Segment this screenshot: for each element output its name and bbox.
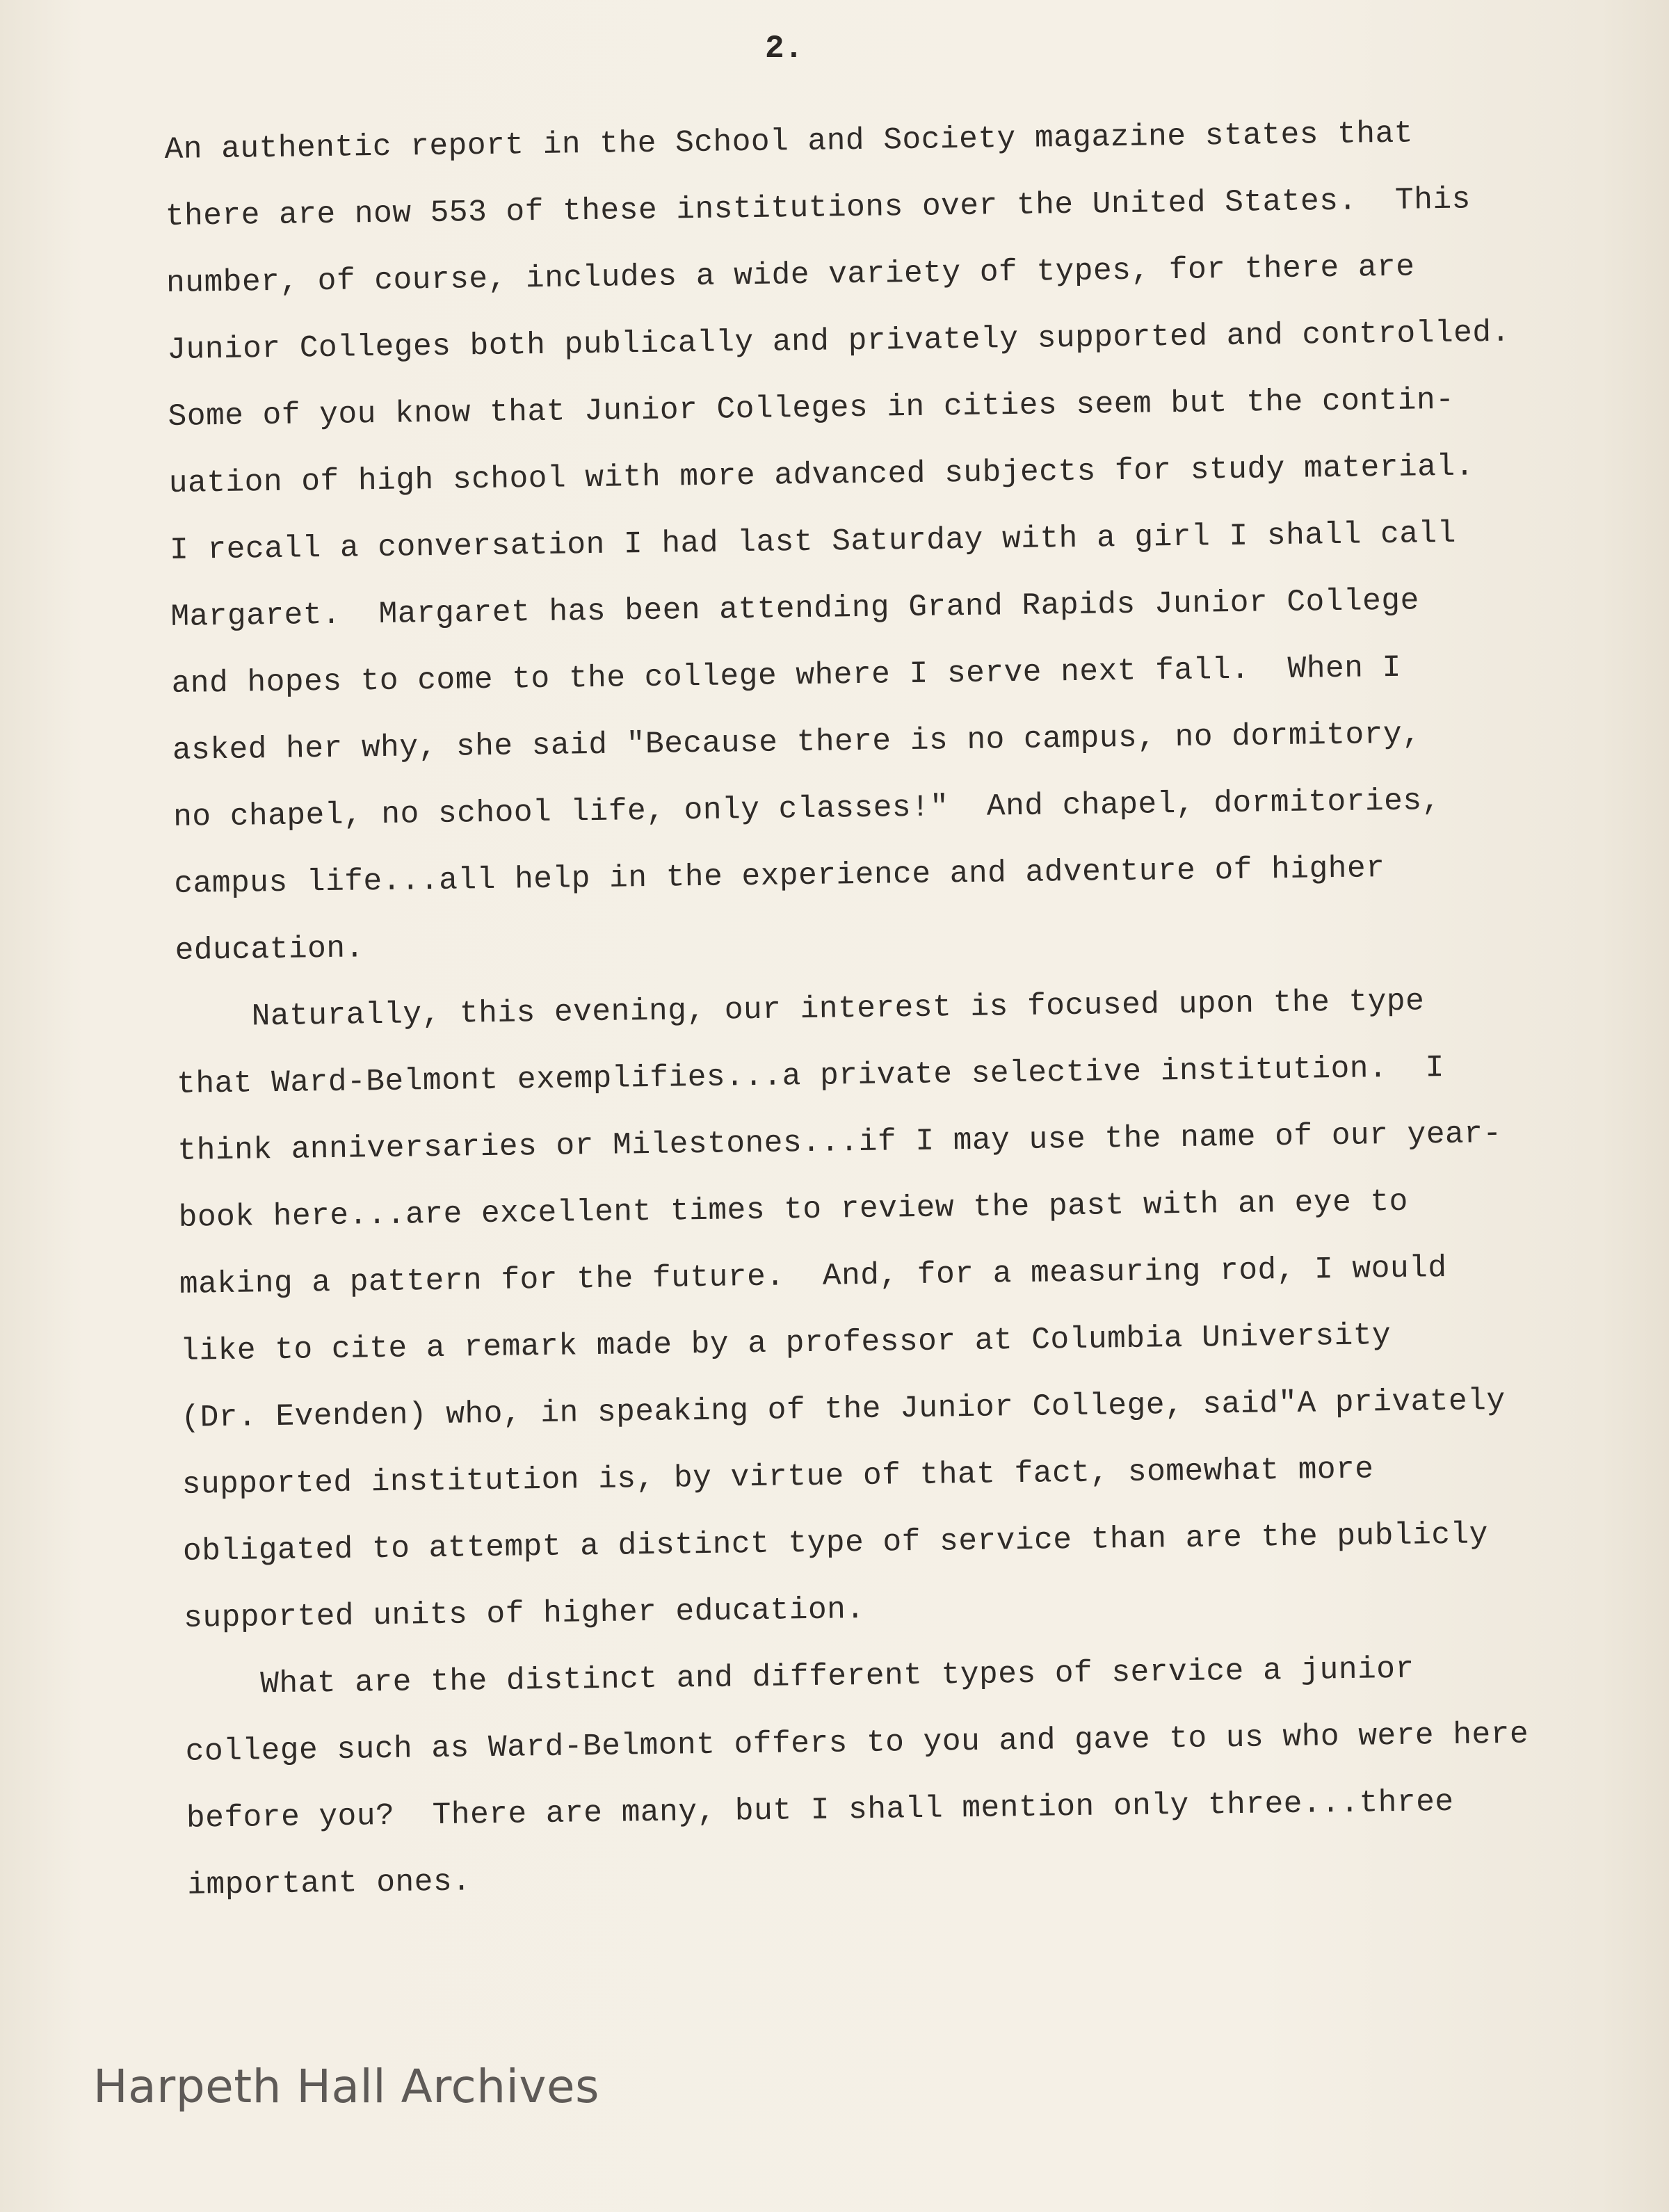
- text-line: making a pattern for the future. And, for a measuring rod, I would: [179, 1250, 1447, 1302]
- text-line: book here...are excellent times to review the past with an eye to: [178, 1184, 1409, 1236]
- text-line: education.: [175, 931, 365, 969]
- text-line: What are the distinct and different types of service a junior: [184, 1652, 1415, 1703]
- text-line: supported units of higher education.: [183, 1592, 865, 1636]
- text-line: before you? There are many, but I shall mention only three...three: [186, 1784, 1454, 1836]
- text-line: An authentic report in the School and Society magazine states that: [164, 116, 1414, 168]
- text-line: asked her why, she said "Because there is no campus, no dormitory,: [172, 717, 1421, 768]
- text-line: Naturally, this evening, our interest is focused upon the type: [175, 984, 1425, 1035]
- text-line: there are now 553 of these institutions over the United States. This: [165, 182, 1472, 234]
- text-line: and hopes to come to the college where I serve next fall. When I: [171, 650, 1402, 702]
- text-line: Some of you know that Junior Colleges in cities seem but the contin-: [168, 382, 1455, 435]
- text-line: supported institution is, by virtue of that fact, somewhat more: [182, 1452, 1374, 1503]
- text-line: obligated to attempt a distinct type of service than are the publicly: [182, 1517, 1489, 1569]
- text-line: campus life...all help in the experience and adventure of higher: [174, 851, 1385, 902]
- text-line: college such as Ward-Belmont offers to you and gave to us who were here: [185, 1717, 1529, 1770]
- text-line: uation of high school with more advanced subjects for study material.: [168, 449, 1475, 501]
- text-line: number, of course, includes a wide variety of types, for there are: [166, 250, 1415, 301]
- text-line: like to cite a remark made by a professor at Columbia University: [179, 1318, 1392, 1369]
- text-line: Margaret. Margaret has been attending Grand Rapids Junior College: [170, 583, 1420, 635]
- text-line: (Dr. Evenden) who, in speaking of the Junior College, said"A privately: [181, 1383, 1506, 1436]
- archive-watermark: Harpeth Hall Archives: [93, 2060, 599, 2113]
- text-line: important ones.: [186, 1864, 471, 1903]
- text-line: that Ward-Belmont exemplifies...a private selective institution. I: [176, 1051, 1445, 1102]
- text-line: no chapel, no school life, only classes!" And chapel, dormitories,: [172, 784, 1442, 835]
- text-line: Junior Colleges both publically and privately supported and controlled.: [167, 315, 1511, 368]
- text-line: think anniversaries or Milestones...if I may use the name of our year-: [177, 1116, 1502, 1169]
- typed-text-body: [164, 97, 1669, 1919]
- page-number: 2.: [765, 31, 804, 67]
- text-line: I recall a conversation I had last Saturday with a girl I shall call: [169, 516, 1457, 568]
